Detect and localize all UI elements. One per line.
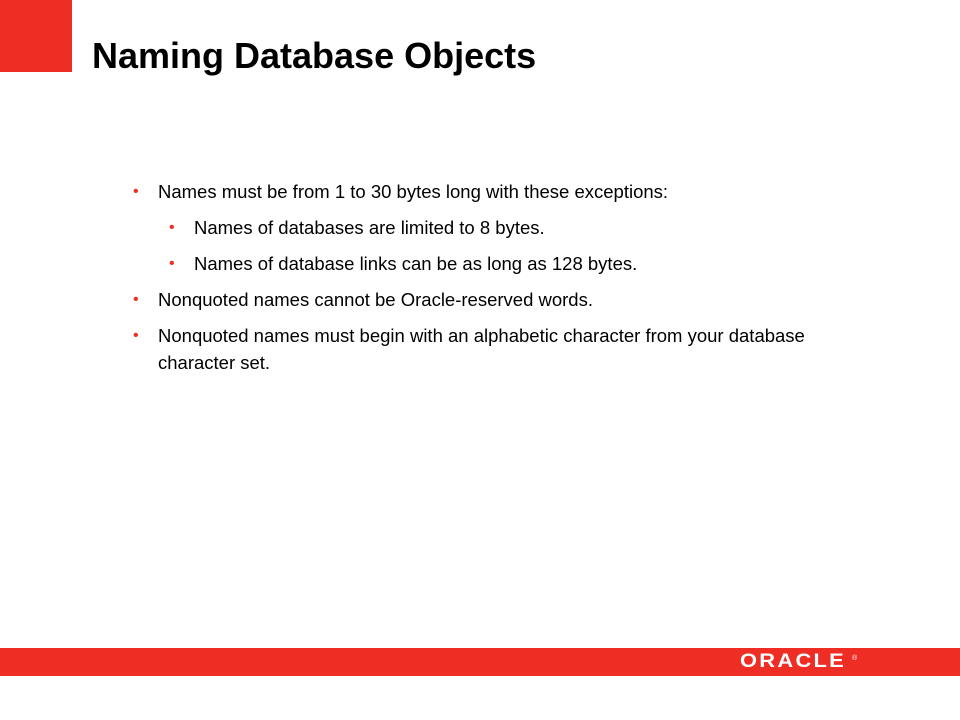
bullet-text: Nonquoted names cannot be Oracle-reserved words.: [158, 289, 593, 310]
bullet-text: Names must be from 1 to 30 bytes long with these exceptions:: [158, 181, 669, 202]
bullet-item: [133, 322, 853, 376]
bullet-item: [133, 178, 853, 205]
registered-mark: ®: [852, 655, 858, 662]
bullet-icon: •: [133, 327, 139, 344]
bullet-list: [133, 178, 853, 385]
bullet-icon: •: [169, 255, 175, 272]
oracle-logo: ORACLE: [740, 651, 847, 672]
bullet-text: Nonquoted names must begin with an alphabetic character from your database character set.: [158, 325, 805, 373]
bullet-icon: •: [169, 219, 175, 236]
bullet-item: [133, 286, 853, 313]
corner-accent-block: [0, 0, 72, 72]
slide-title: Naming Database Objects: [92, 35, 537, 76]
bullet-text: Names of database links can be as long as 128 bytes.: [194, 253, 638, 274]
bullet-text: Names of databases are limited to 8 bytes.: [194, 217, 545, 238]
sub-bullet-item: [169, 214, 853, 241]
bullet-icon: •: [133, 291, 139, 308]
bullet-icon: •: [133, 183, 139, 200]
sub-bullet-item: [169, 250, 853, 277]
